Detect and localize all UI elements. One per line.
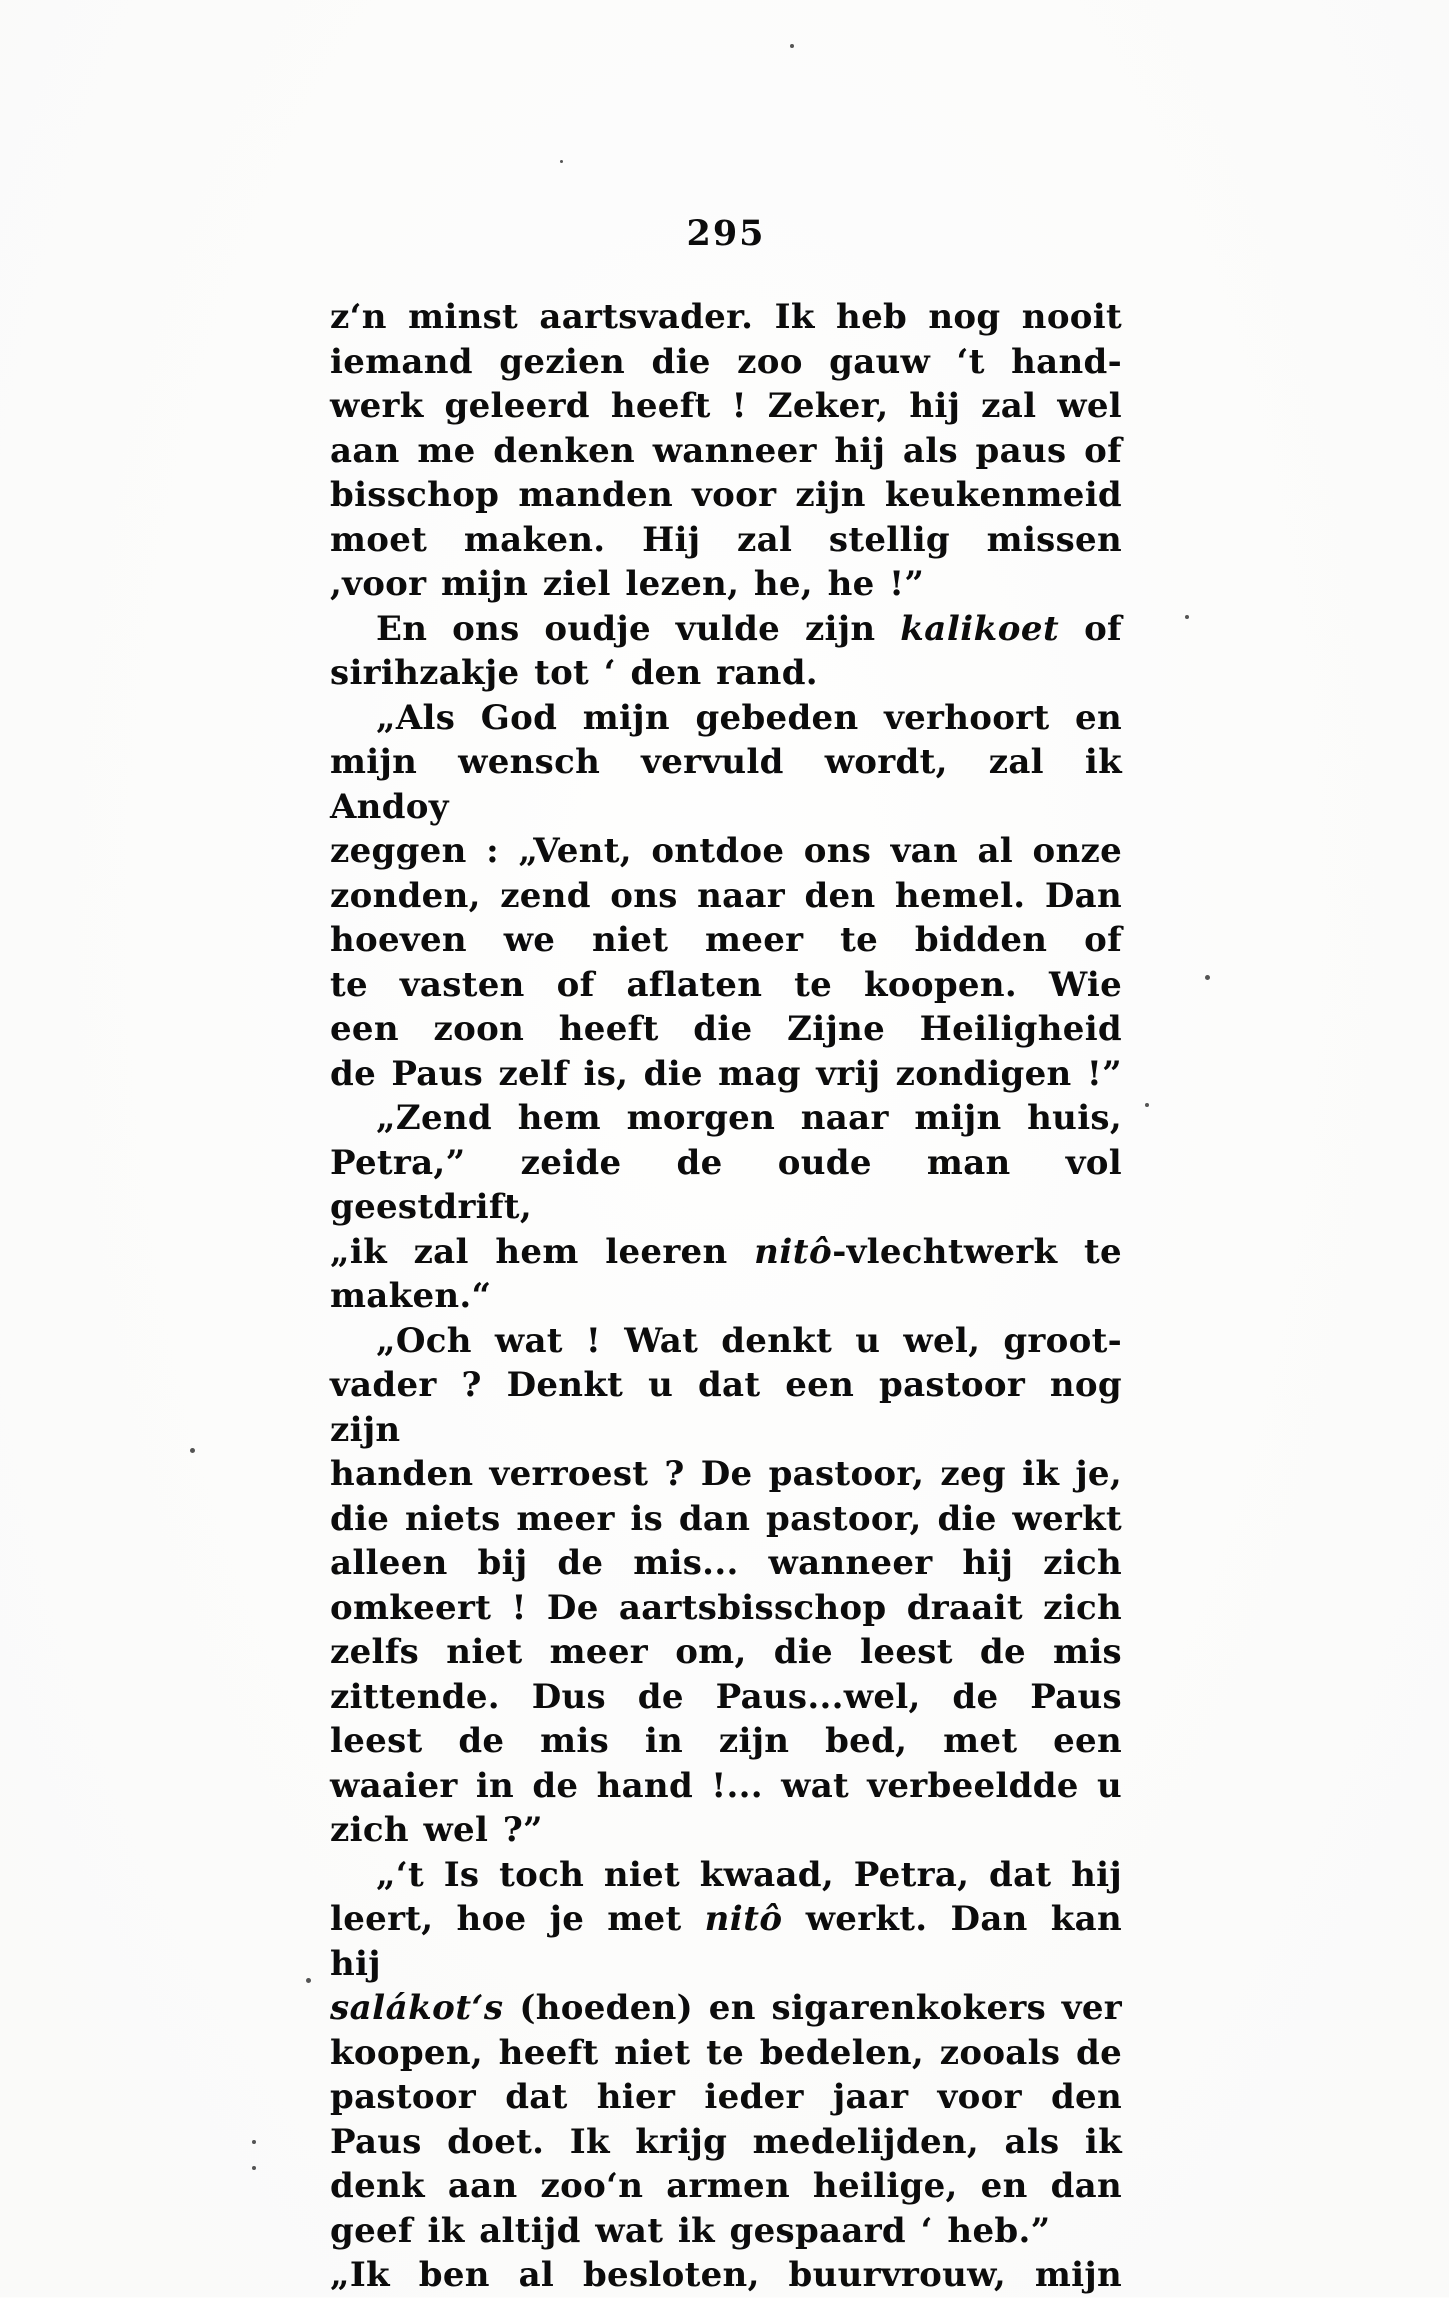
text-segment: maken.“: [330, 1276, 492, 1316]
text-segment: waaier in de hand !... wat verbeeldde u: [330, 1765, 1122, 1806]
text-segment: mijn wensch vervuld wordt, zal ik Andoy: [330, 742, 1122, 827]
text-segment: zonden, zend ons naar den hemel. Dan: [330, 875, 1122, 916]
text-segment: de Paus zelf is, die mag vrij zondigen !”: [330, 1053, 1122, 1094]
text-line: [330, 2164, 1122, 2209]
text-segment: zeggen : „Vent, ontdoe ons van al onze: [330, 831, 1122, 871]
scan-speck: [190, 1448, 195, 1453]
text-segment: te vasten of aflaten te koopen. Wie: [330, 964, 1122, 1005]
text-line: [330, 651, 1122, 696]
text-segment: geef ik altijd wat ik gespaard ‘ heb.”: [330, 2210, 1051, 2251]
text-segment: werk geleerd heeft ! Zeker, hij zal wel: [330, 386, 1122, 426]
text-segment: Paus doet. Ik krijg medelijden, als ik: [330, 2121, 1122, 2162]
scan-speck: [560, 160, 563, 163]
text-segment: die niets meer is dan pastoor, die werkt: [330, 1498, 1122, 1539]
scan-speck: [1145, 1103, 1149, 1107]
text-segment: „‘t Is toch niet kwaad, Petra, dat hij: [376, 1854, 1122, 1895]
text-segment: (hoeden) en sigarenkokers ver: [503, 1988, 1122, 2028]
text-segment: zich wel ?”: [330, 1810, 543, 1850]
text-line: [330, 340, 1122, 385]
text-segment: „Ik ben al besloten, buurvrouw, mijn: [330, 2255, 1122, 2295]
text-segment: ,voor mijn ziel lezen, he, he !”: [330, 564, 925, 604]
text-line: [330, 562, 1122, 607]
text-line: [330, 473, 1122, 518]
text-segment: iemand gezien die zoo gauw ‘t hand-: [330, 341, 1122, 382]
text-segment: vader ? Denkt u dat een pastoor nog zijn: [330, 1365, 1122, 1450]
text-segment: sirihzakje tot ‘ den rand.: [330, 653, 818, 693]
text-line: [330, 2031, 1122, 2076]
text-line: [330, 1764, 1122, 1809]
text-segment: z‘n minst aartsvader. Ik heb nog nooit: [330, 297, 1122, 337]
text-segment: zelfs niet meer om, die leest de mis: [330, 1632, 1122, 1672]
text-line: [330, 1853, 1122, 1898]
text-segment: alleen bij de mis... wanneer hij zich: [330, 1543, 1122, 1583]
italic-term: nitô: [754, 1231, 833, 1272]
text-segment: omkeert ! De aartsbisschop draait zich: [330, 1587, 1122, 1628]
text-segment: En ons oudje vulde zijn: [376, 608, 901, 649]
text-block: [330, 295, 1122, 2298]
text-line: [330, 1630, 1122, 1675]
text-segment: leert, hoe je met: [330, 1899, 705, 1939]
italic-term: nitô: [704, 1899, 783, 1939]
scan-speck: [790, 44, 794, 48]
text-line: [330, 2120, 1122, 2165]
scan-speck: [306, 1978, 311, 1983]
text-line: [330, 1052, 1122, 1097]
scan-speck: [252, 2140, 256, 2144]
text-segment: werkt. Dan kan hij: [330, 1899, 1122, 1984]
scan-speck: [1185, 615, 1189, 619]
text-line: [330, 1230, 1122, 1275]
scan-speck: [1205, 975, 1210, 980]
text-line: [330, 1096, 1122, 1141]
text-line: [330, 1274, 1122, 1319]
text-segment: Petra,” zeide de oude man vol geestdrift,: [330, 1142, 1122, 1227]
text-line: [330, 874, 1122, 919]
text-segment: koopen, heeft niet te bedelen, zooals de: [330, 2032, 1122, 2073]
page-number: 295: [686, 213, 766, 254]
text-line: [330, 1363, 1122, 1452]
text-line: [330, 1319, 1122, 1364]
text-segment: -vlechtwerk te: [832, 1231, 1122, 1272]
text-line: [330, 295, 1122, 340]
text-segment: aan me denken wanneer hij als paus of: [330, 430, 1122, 471]
text-segment: hoeven we niet meer te bidden of: [330, 920, 1122, 960]
text-segment: moet maken. Hij zal stellig missen: [330, 519, 1122, 560]
text-line: [330, 518, 1122, 563]
text-line: [330, 1808, 1122, 1853]
text-line: [330, 2209, 1122, 2254]
text-line: [330, 1141, 1122, 1230]
text-line: [330, 1541, 1122, 1586]
text-segment: „Als God mijn gebeden verhoort en: [376, 697, 1122, 738]
text-segment: „Och wat ! Wat denkt u wel, groot-: [376, 1320, 1122, 1361]
text-line: [330, 2075, 1122, 2120]
text-segment: „ik zal hem leeren: [330, 1231, 755, 1272]
text-line: [330, 607, 1122, 652]
text-segment: een zoon heeft die Zijne Heiligheid: [330, 1009, 1122, 1049]
text-segment: handen verroest ? De pastoor, zeg ik je,: [330, 1454, 1122, 1494]
text-line: [330, 1452, 1122, 1497]
text-segment: pastoor dat hier ieder jaar voor den: [330, 2077, 1122, 2117]
text-segment: leest de mis in zijn bed, met een: [330, 1721, 1122, 1761]
text-line: [330, 696, 1122, 741]
text-segment: zittende. Dus de Paus...wel, de Paus: [330, 1676, 1122, 1717]
text-line: [330, 829, 1122, 874]
italic-term: salákot‘s: [330, 1988, 504, 2028]
text-segment: „Zend hem morgen naar mijn huis,: [376, 1098, 1122, 1138]
text-line: [330, 963, 1122, 1008]
scan-speck: [252, 2166, 256, 2170]
text-line: [330, 1719, 1122, 1764]
text-line: [330, 429, 1122, 474]
text-line: [330, 1497, 1122, 1542]
text-segment: of: [1059, 608, 1122, 649]
text-segment: denk aan zoo‘n armen heilige, en dan: [330, 2166, 1122, 2206]
text-line: [330, 740, 1122, 829]
text-line: [330, 384, 1122, 429]
text-line: [330, 1897, 1122, 1986]
text-line: [330, 1675, 1122, 1720]
text-line: [330, 1586, 1122, 1631]
text-line: [330, 1007, 1122, 1052]
text-line: [330, 1986, 1122, 2031]
italic-term: kalikoet: [900, 608, 1060, 649]
text-line: [330, 918, 1122, 963]
text-segment: bisschop manden voor zijn keukenmeid: [330, 475, 1122, 515]
text-line: [330, 2253, 1122, 2298]
